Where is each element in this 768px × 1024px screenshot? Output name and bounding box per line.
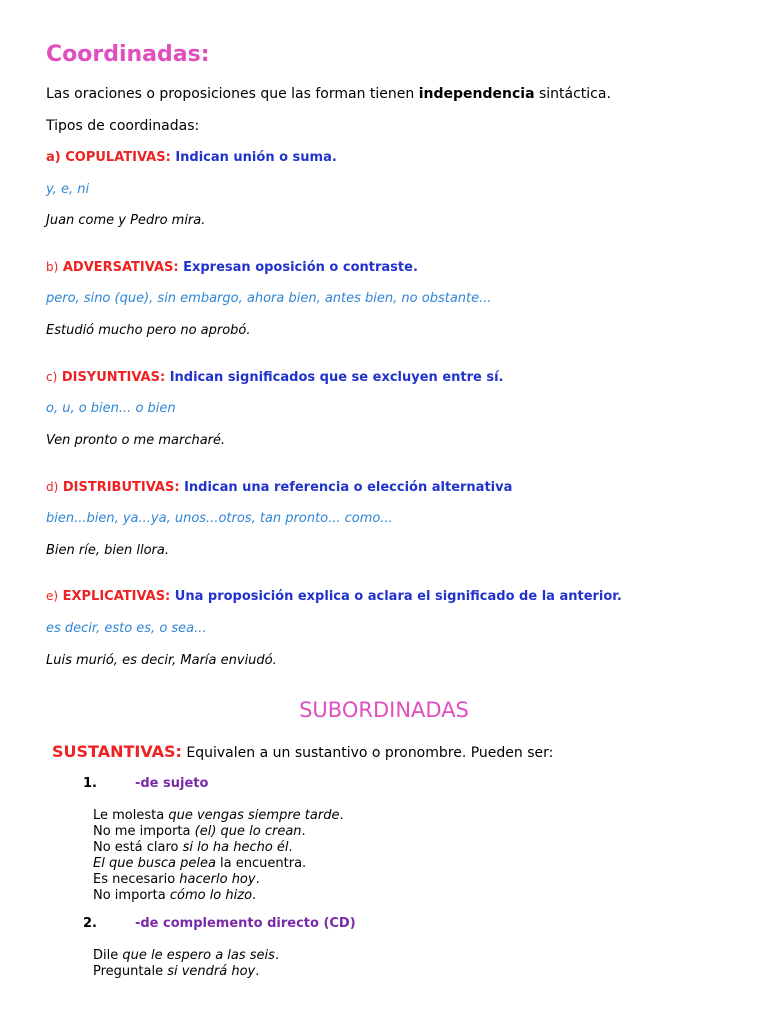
item-explicativas-heading xyxy=(46,589,622,604)
example-text-run: . xyxy=(274,948,280,963)
item-letter: c) xyxy=(46,370,58,384)
example-italic-run: cómo lo hizo xyxy=(169,888,253,903)
example-sentence xyxy=(93,948,279,964)
intro-text-a: Las oraciones o proposiciones que las forman tienen xyxy=(46,86,419,102)
sustantivas-label: SUSTANTIVAS: xyxy=(52,742,182,761)
example-text-run: . xyxy=(301,824,306,839)
list-label: -de sujeto xyxy=(134,776,209,791)
tipos-heading: Tipos de coordinadas: xyxy=(46,118,200,134)
example-text-run: No importa xyxy=(93,888,170,903)
item-description: Indican significados que se excluyen entre sí. xyxy=(169,370,504,385)
item-adversativas-heading xyxy=(46,260,418,275)
item-name: DISTRIBUTIVAS: xyxy=(62,480,180,495)
example-text-run: . xyxy=(255,964,260,979)
item-distributivas-heading xyxy=(46,480,512,495)
section-title-coordinadas: Coordinadas: xyxy=(46,42,210,67)
intro-text-c: sintáctica. xyxy=(534,86,611,102)
item-nexos: es decir, esto es, o sea... xyxy=(46,621,207,636)
item-nexos: o, u, o bien... o bien xyxy=(46,401,176,416)
item-name: ADVERSATIVAS: xyxy=(62,260,179,275)
example-italic-run: El que busca pelea xyxy=(93,856,216,871)
section-title-subordinadas: SUBORDINADAS xyxy=(299,698,469,722)
example-text-run: Dile xyxy=(93,948,123,963)
item-example: Estudió mucho pero no aprobó. xyxy=(46,323,251,338)
example-sentence xyxy=(93,808,344,824)
example-text-run: la encuentra. xyxy=(215,856,307,871)
example-sentence xyxy=(93,888,344,904)
example-text-run: . xyxy=(339,808,344,823)
item-letter: d) xyxy=(46,480,59,494)
example-italic-run: hacerlo hoy xyxy=(179,872,256,887)
list-label: -de complemento directo (CD) xyxy=(134,916,356,931)
item-name: EXPLICATIVAS: xyxy=(62,589,171,604)
sustantivas-intro xyxy=(52,742,553,761)
intro-paragraph xyxy=(46,86,611,102)
item-description: Una proposición explica o aclara el significado de la anterior. xyxy=(174,589,622,604)
example-sentence xyxy=(93,872,344,888)
example-text-run: No está claro xyxy=(93,840,183,855)
item-example: Bien ríe, bien llora. xyxy=(46,543,169,558)
example-lines xyxy=(93,808,344,904)
example-text-run: Preguntale xyxy=(93,964,168,979)
item-description: Expresan oposición o contraste. xyxy=(183,260,418,275)
example-text-run: . xyxy=(252,888,257,903)
example-text-run: . xyxy=(288,840,293,855)
example-lines xyxy=(93,948,279,980)
sustantivas-description: Equivalen a un sustantivo o pronombre. Pueden ser: xyxy=(181,745,554,761)
item-example: Juan come y Pedro mira. xyxy=(46,213,206,228)
example-italic-run: si vendrá hoy xyxy=(167,964,256,979)
list-item-heading xyxy=(83,776,208,791)
list-item-heading xyxy=(83,916,356,931)
item-nexos: y, e, ni xyxy=(46,182,90,197)
item-name: DISYUNTIVAS: xyxy=(61,370,166,385)
item-letter: e) xyxy=(46,589,59,603)
item-nexos: pero, sino (que), sin embargo, ahora bien, antes bien, no obstante... xyxy=(46,291,492,306)
item-description: Indican una referencia o elección alternativa xyxy=(184,480,513,495)
intro-text-bold: independencia xyxy=(418,86,535,102)
item-nexos: bien...bien, ya...ya, unos...otros, tan pronto... como... xyxy=(46,511,393,526)
item-description: Indican unión o suma. xyxy=(175,150,337,165)
item-letter: b) xyxy=(46,260,59,274)
example-text-run: Le molesta xyxy=(93,808,169,823)
example-text-run: . xyxy=(255,872,260,887)
item-example: Luis murió, es decir, María enviudó. xyxy=(46,653,277,668)
example-italic-run: si lo ha hecho él xyxy=(182,840,289,855)
item-copulativas-heading xyxy=(46,150,337,165)
example-text-run: No me importa xyxy=(93,824,195,839)
example-italic-run: que le espero a las seis xyxy=(122,948,275,963)
list-number: 1. xyxy=(83,776,97,791)
example-sentence xyxy=(93,856,344,872)
example-sentence xyxy=(93,824,344,840)
item-disyuntivas-heading xyxy=(46,370,504,385)
item-example: Ven pronto o me marcharé. xyxy=(46,433,226,448)
example-italic-run: que vengas siempre tarde xyxy=(168,808,340,823)
item-name: COPULATIVAS: xyxy=(65,150,171,165)
list-number: 2. xyxy=(83,916,97,931)
example-sentence xyxy=(93,964,279,980)
example-italic-run: (el) que lo crean xyxy=(194,824,302,839)
example-sentence xyxy=(93,840,344,856)
example-text-run: Es necesario xyxy=(93,872,180,887)
item-letter: a) xyxy=(46,150,61,165)
